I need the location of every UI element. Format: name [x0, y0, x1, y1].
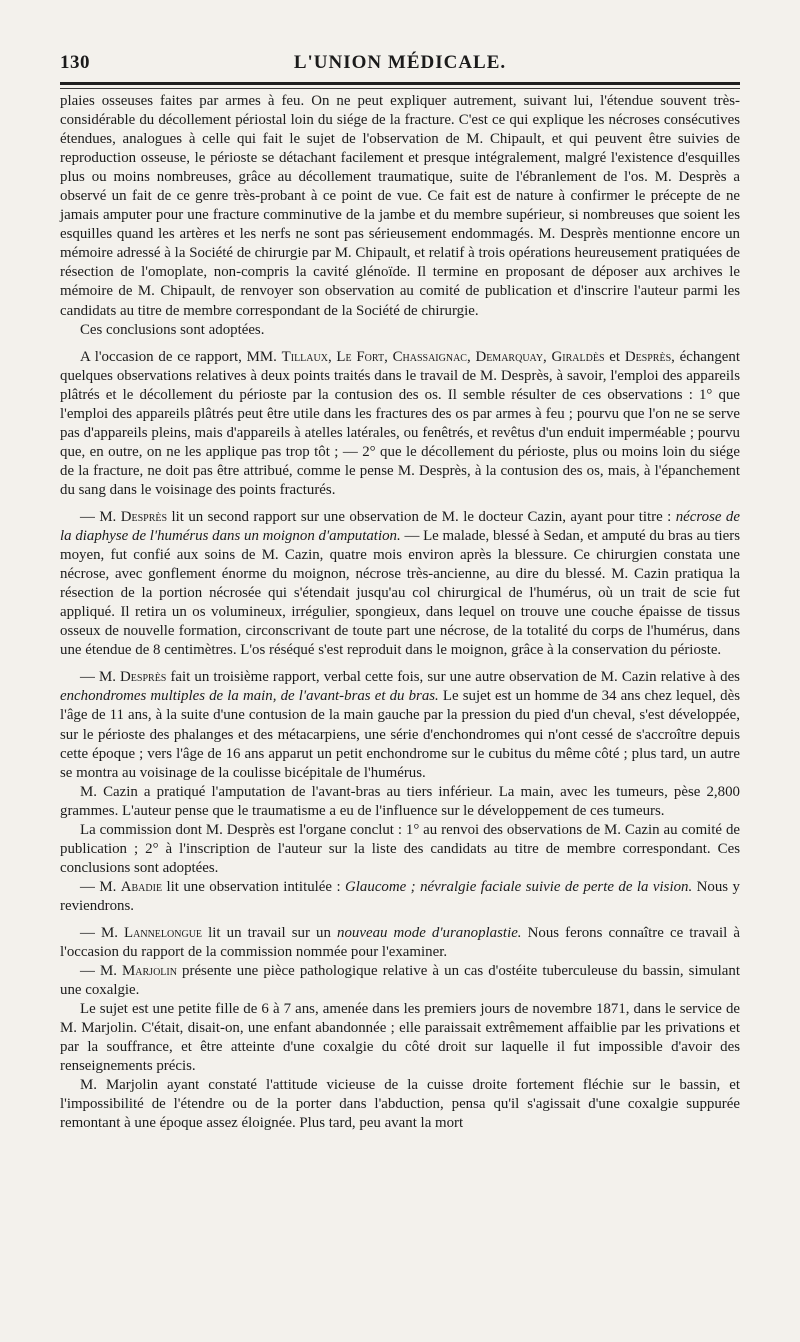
page-number: 130	[60, 52, 90, 73]
text-run: , échangent quelques observations relatives à deux points traités dans le travail de M. Desprès, à savoir, l'emploi des appareils plâtrés et le décollement du périoste par la contusion des os. Il semble résulter de ces observations : 1° que l'emploi des appareils plâtrés peut être utile dans les fractures des os par armes à feu ; pourvu que l'on ne se serve pas d'appareils pleins, mais d'appareils à atelles latérales, ou fenêtrés, et revêtus d'un enduit imperméable ; pourvu que, en outre, on ne les applique pas trop tôt ; — 2° que le décollement du périoste, plus ou moins loin du siége de la fracture, ne doit pas être attribué, comme le pense M. Desprès, à la contusion des os, mais, à l'épanchement du sang dans le voisinage des points fracturés.	[60, 348, 740, 498]
text-run: présente une pièce pathologique relative à un cas d'ostéite tuberculeuse du bassin, simulant une coxalgie.	[60, 963, 740, 999]
paragraph-case-continued: M. Marjolin ayant constaté l'attitude vicieuse de la cuisse droite fortement fléchie sur le bassin, et l'impossibilité de l'étendre ou de la porter dans l'abduction, pensa qu'il s'agissait d'une coxalgie suppurée remontant à une époque assez éloignée. Plus tard, peu avant la mort	[60, 1077, 740, 1132]
speaker-name: Abadie	[120, 878, 163, 895]
text-run: fait un troisième rapport, verbal cette fois, sur une autre observation de M. Cazin relative à des	[166, 669, 740, 686]
speaker-name: Desprès	[120, 508, 168, 525]
text-run: et	[604, 348, 625, 365]
report-title: nécrose de la diaphyse de l'humérus dans un moignon d'amputation.	[60, 508, 740, 545]
paragraph-lannelongue	[60, 924, 740, 962]
paragraph-amputation: M. Cazin a pratiqué l'amputation de l'avant-bras au tiers inférieur. La main, avec les tumeurs, pèse 2,800 grammes. L'auteur pense que le traumatisme a eu de l'influence sur le développement de ces tumeurs.	[60, 783, 740, 819]
text-run: — M.	[80, 878, 121, 895]
speaker-name: Desprès	[624, 348, 672, 365]
text-run: lit un travail sur un	[202, 924, 338, 941]
header-rule-thin	[60, 88, 740, 89]
paragraph-continued: plaies osseuses faites par armes à feu. On ne peut expliquer autrement, suivant lui, l'étendue souvent très-considérable du décollement périostal loin du siége de la fracture. C'est ce qui explique les nécroses consécutives étendues, analogues à celle qui fait le sujet de l'observation de M. Chipault, et qui peuvent être suivies de reproduction osseuse, le périoste se détachant facilement et presque intégralement, malgré l'existence d'esquilles plus ou moins nombreuses, grâce au décollement traumatique, suite de l'ébranlement de l'os. M. Desprès a observé un fait de ce genre très-probant à ce point de vue. Ce fait est de nature à confirmer le précepte de ne jamais amputer pour une fracture comminutive de la jambe et du membre supérieur, si nombreuses que soient les esquilles quand les artères et les nerfs ne sont pas sérieusement endommagés. M. Desprès mentionne encore un mémoire adressé à la Société de chirurgie par M. Chipault, et relatif à trois opérations heureusement pratiquées de résection de l'omoplate, non-compris la cavité glénoïde. Il termine en proposant de déposer aux archives le mémoire de M. Chipault, de renvoyer son observation au comité de publication et d'inscrire l'auteur parmi les candidats au titre de membre correspondant de la Société de chirurgie.	[60, 93, 740, 319]
paragraph-third-report	[60, 668, 740, 782]
text-run: Le sujet est un homme de 34 ans chez lequel, dès l'âge de 11 ans, à la suite d'une contusion de la main gauche par la pression du pied d'un cheval, s'est développée, sur le périoste des phalanges et des métacarpiens, une série d'enchondromes qui n'ont cessé de s'accroître depuis cette époque ; vers l'âge de 16 ans apparut un petit enchondrome sur le cubitus du même côté ; plus tard, un autre se montra au voisinage de la coulisse bicépitale de l'humérus.	[60, 688, 740, 781]
paragraph-discussion	[60, 348, 740, 500]
running-title: L'UNION MÉDICALE.	[293, 52, 507, 73]
text-run: — M.	[80, 924, 125, 941]
body-text	[60, 92, 740, 1133]
paragraph-case: Le sujet est une petite fille de 6 à 7 ans, amenée dans les premiers jours de novembre 1871, dans le service de M. Marjolin. C'était, disait-on, une enfant abandonnée ; elle paraissait extrêmement affaiblie par les privations et par la souffrance, et être atteinte d'une coxalgie du côté droit sur laquelle il fut impossible d'avoir des renseignements précis.	[60, 1001, 740, 1075]
text-run: lit une observation intitulée :	[162, 878, 346, 895]
paragraph-marjolin	[60, 962, 740, 1000]
speaker-name: Marjolin	[122, 963, 177, 980]
header-rule-thick	[60, 82, 740, 85]
text-run: — M.	[80, 669, 121, 686]
speaker-name: Desprès	[120, 669, 167, 686]
paragraph-abadie	[60, 878, 740, 916]
paragraph-commission: La commission dont M. Desprès est l'organe conclut : 1° au renvoi des observations de M. Cazin au comité de publication ; 2° à l'inscription de l'auteur sur la liste des candidats au titre de membre correspondant. Ces conclusions sont adoptées.	[60, 821, 740, 876]
speaker-name: Lannelongue	[124, 924, 203, 941]
report-title: Glaucome ; névralgie faciale suivie de perte de la vision.	[345, 878, 693, 895]
text-run: Nous ferons connaître ce travail à l'occasion du rapport de la commission nommée pour l'examiner.	[60, 924, 741, 961]
report-title: enchondromes multiples de la main, de l'avant-bras et du bras.	[60, 688, 439, 705]
speaker-names: Tillaux, Le Fort, Chassaignac, Demarquay, Giraldès	[281, 348, 605, 365]
paragraph-second-report	[60, 508, 740, 660]
report-title: nouveau mode d'uranoplastie.	[337, 924, 522, 941]
text-run: — M.	[80, 508, 121, 525]
text-run: — Le malade, blessé à Sedan, et amputé du bras au tiers moyen, fut confié aux soins de M. Cazin, quatre mois environ après la blessure. Ce chirurgien constata une nécrose, avec gonflement énorme du moignon, nécrose très-ancienne, au dire du blessé. M. Cazin pratiqua la résection de la portion nécrosée qui s'étendait jusqu'au col chirurgical de l'humérus, où un trait de scie fut appliqué. Il retira un os volumineux, irrégulier, spongieux, dans lequel on trouve une couche épaisse de tissus osseux de nouvelle formation, circonscrivant de toute part une nécrose, de la totalité du corps de l'humérus, dans une étendue de 8 centimètres. L'os réséqué s'est reproduit dans le moignon, grâce à la conservation du périoste.	[60, 528, 740, 659]
text-run: — M.	[80, 963, 123, 980]
paragraph-conclusions: Ces conclusions sont adoptées.	[80, 321, 265, 338]
text-run: Nous y reviendrons.	[60, 878, 740, 914]
text-run: lit un second rapport sur une observation de M. le docteur Cazin, ayant pour titre :	[167, 508, 676, 525]
page-header	[60, 50, 740, 80]
text-run: A l'occasion de ce rapport, MM.	[80, 348, 282, 365]
